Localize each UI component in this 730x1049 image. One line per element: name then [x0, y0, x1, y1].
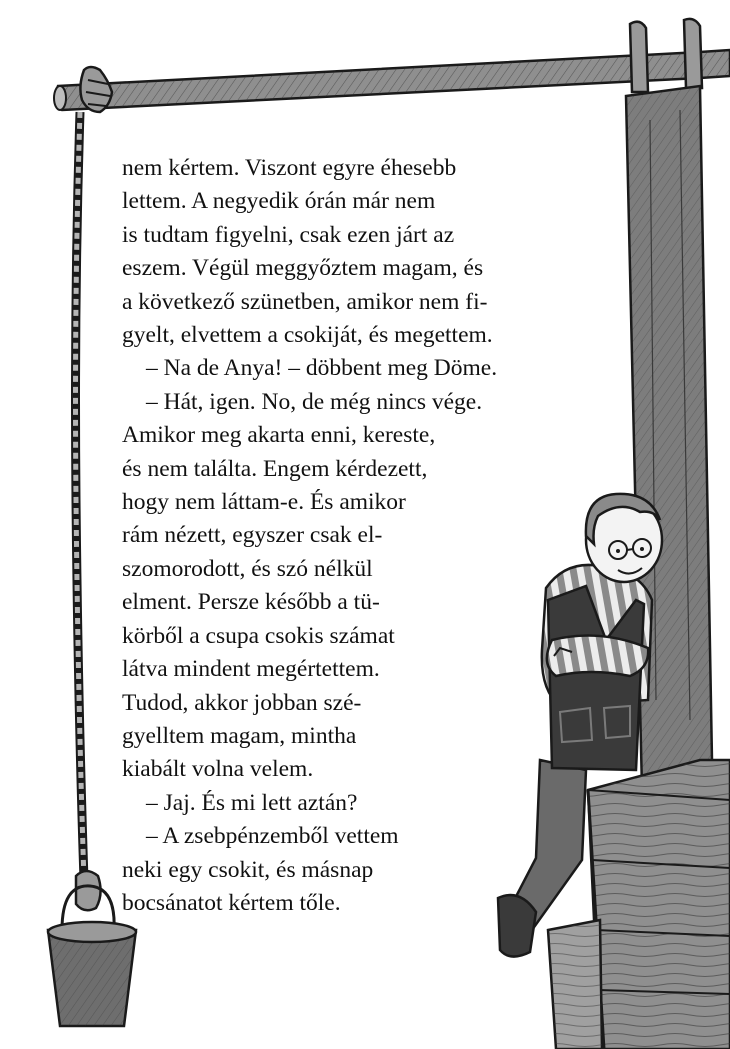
story-line: gyelltem magam, mintha — [122, 722, 357, 749]
dialogue-line: – Jaj. És mi lett aztán? — [146, 789, 358, 816]
story-line: eszem. Végül meggyőztem magam, és — [122, 255, 484, 282]
story-line: a következő szünetben, amikor nem fi- — [122, 288, 488, 315]
story-line: hogy nem láttam-e. És amikor — [122, 489, 406, 516]
story-line: és nem találta. Engem kérdezett, — [122, 455, 428, 482]
dialogue-line: – Hát, igen. No, de még nincs vége. — [146, 388, 483, 415]
story-line: elment. Persze később a tü- — [122, 589, 380, 616]
dialogue-line: – Na de Anya! – döbbent meg Döme. — [146, 355, 498, 382]
story-line: látva mindent megértettem. — [122, 656, 380, 683]
dialogue-line: – A zsebpénzemből vettem — [146, 823, 399, 850]
story-line: bocsánatot kértem tőle. — [122, 889, 341, 916]
story-line: nem kértem. Viszont egyre éhesebb — [122, 155, 457, 181]
story-line: rám nézett, egyszer csak el- — [122, 522, 383, 549]
story-line: Amikor meg akarta enni, kereste, — [122, 422, 436, 449]
story-line: lettem. A negyedik órán már nem — [122, 188, 436, 215]
story-line: is tudtam figyelni, csak ezen járt az — [122, 221, 455, 248]
story-line: szomorodott, és szó nélkül — [122, 555, 373, 582]
story-line: körből a csupa csokis számat — [122, 622, 395, 649]
story-line: Tudod, akkor jobban szé- — [122, 689, 362, 716]
story-line: gyelt, elvettem a csokiját, és megettem. — [122, 322, 493, 349]
story-line: neki egy csokit, és másnap — [122, 856, 374, 883]
knotted-rope — [76, 67, 113, 910]
story-line: kiabált volna velem. — [122, 756, 314, 783]
story-text — [122, 152, 592, 920]
